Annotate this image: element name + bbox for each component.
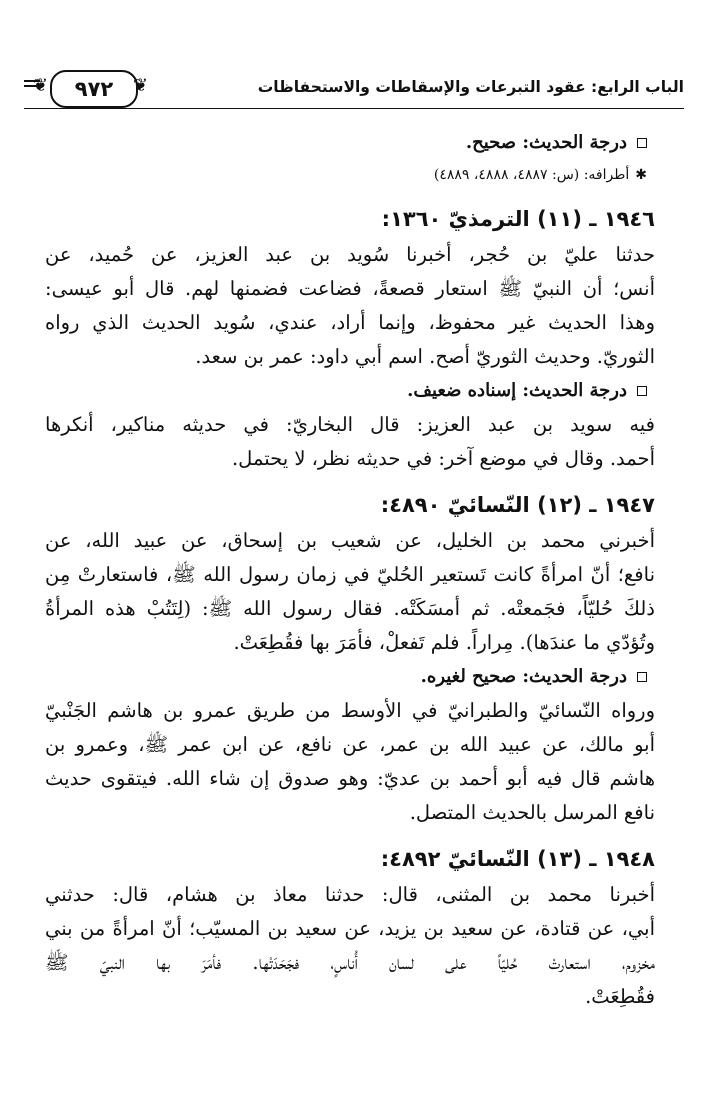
text-line: أنس؛ أن النبيّ ﷺ استعار قصعةً، فضاعت فضمنها لهم. قال أبو عيسى: <box>45 277 655 300</box>
hadith-grade: درجة الحديث: صحيح لغيره. <box>45 660 647 694</box>
square-bullet-icon <box>637 386 647 396</box>
chapter-title: الباب الرابع: عقود التبرعات والإسقاطات والاستحفاظات <box>257 78 684 96</box>
hadith-grade: درجة الحديث: إسناده ضعيف. <box>45 374 647 408</box>
text-line: حدثنا عليّ بن حُجر، أخبرنا سُويد بن عبد العزيز، عن حُميد، عن <box>45 243 655 266</box>
text-line: نافع؛ أنّ امرأةً كانت تَستعير الحُليّ في زمان رسول الله ﷺ، فاستعارتْ مِن <box>45 563 655 586</box>
leaf-ornament-icon: ❦ <box>32 75 48 96</box>
page-content <box>45 126 655 1014</box>
note-line: فيه سويد بن عبد العزيز: قال البخاريّ: في حديثه مناكير، أنكرها <box>45 413 655 436</box>
text-line: أخبرنا محمد بن المثنى، قال: حدثنا معاذ بن هشام، قال: حدثني <box>45 883 655 906</box>
text-line: وهذا الحديث غير محفوظ، وإنما أراد، عندي، سُويد الحديث الذي رواه <box>45 311 655 334</box>
atraf-line: ✱أطرافه: (س: ٤٨٨٧، ٤٨٨٨، ٤٨٨٩) <box>433 167 647 183</box>
header-rule <box>24 108 684 109</box>
page-number: ٩٧٢ <box>74 77 114 101</box>
hadith-heading: ١٩٤٧ ـ (١٢) النّسائيّ ٤٨٩٠: <box>380 493 655 517</box>
text-line: الثوريّ. وحديث الثوريّ أصح. اسم أبي داود: عمر بن سعد. <box>195 345 655 368</box>
text-line: أبي، عن قتادة، عن سعيد بن يزيد، عن سعيد بن المسيّب؛ أنّ امرأةً من بني <box>45 917 655 940</box>
note-line: ورواه النّسائيّ والطبرانيّ في الأوسط من طريق عمرو بن هاشم الجَنْبيّ <box>45 699 655 722</box>
text-line: ذلكَ حُليّاً، فجَمعتْه. ثم أمسَكَتْه. فقال رسول الله ﷺ: (لِتَتُبْ هذه المرأةُ <box>45 597 655 620</box>
square-bullet-icon <box>637 672 647 682</box>
header-double-rule <box>24 76 40 86</box>
note-line: أبو مالك، عن عبيد الله بن عمر، عن نافع، عن ابن عمر ﷺ، وعمرو بن <box>45 733 655 756</box>
note-line: أحمد. وقال في موضع آخر: في حديثه نظر، لا يحتمل. <box>231 447 655 470</box>
square-bullet-icon <box>637 138 647 148</box>
text-line: وتُؤدّي ما عندَها). مِراراً. فلم تَفعلْ، فأمَرَ بها فقُطِعَتْ. <box>233 631 655 654</box>
text-line: أخبرني محمد بن الخليل، عن شعيب بن إسحاق، عن عبيد الله، عن <box>45 529 655 552</box>
text-line: فقُطِعَتْ. <box>585 985 655 1008</box>
hadith-heading: ١٩٤٦ ـ (١١) الترمذيّ ١٣٦٠: <box>381 207 655 231</box>
page-number-frame <box>50 70 138 108</box>
page-header <box>24 68 684 112</box>
hadith-heading: ١٩٤٨ ـ (١٣) النّسائيّ ٤٨٩٢: <box>380 847 655 871</box>
note-line: نافع المرسل بالحديث المتصل. <box>409 801 655 824</box>
note-line: هاشم قال فيه أبو أحمد بن عديّ: وهو صدوق إن شاء الله. فيتقوى حديث <box>45 767 655 790</box>
asterisk-icon: ✱ <box>635 167 647 183</box>
text-line: مخزوم، استعارتْ حُليّاً على لسان أُناسٍ، فجَحَدَتْها. فأمَرَ بها النبيّ ﷺ <box>45 951 655 974</box>
leaf-ornament-icon: ❦ <box>132 75 148 96</box>
hadith-grade: درجة الحديث: صحيح. <box>45 126 647 160</box>
